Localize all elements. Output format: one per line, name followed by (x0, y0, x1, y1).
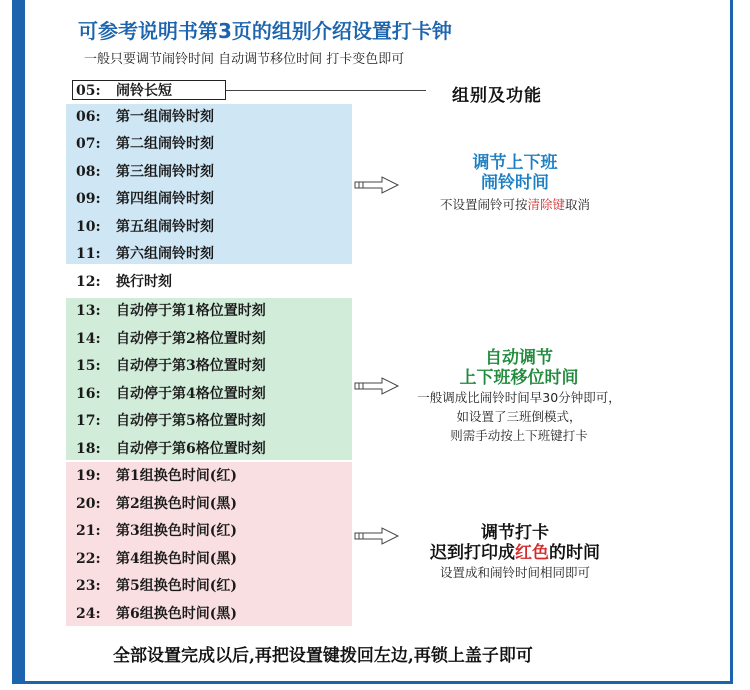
list-item (76, 493, 237, 513)
list-item (76, 133, 214, 153)
list-item (76, 548, 237, 568)
arrow-icon (354, 175, 400, 195)
shift-note-line2: 上下班移位时间 (459, 368, 579, 388)
group-number: 05: (76, 83, 101, 99)
color-note-line2-pre: 迟到打印成 (430, 543, 515, 563)
shift-note-hint3: 则需手动按上下班键打卡 (450, 428, 588, 443)
group-number: 13: (76, 303, 101, 319)
group-label: 第三组闹铃时刻 (116, 164, 214, 180)
color-note-hint: 设置成和闹铃时间相同即可 (439, 565, 590, 580)
group-label: 第五组闹铃时刻 (116, 219, 214, 235)
group-number: 11: (76, 246, 101, 262)
group-number: 14: (76, 331, 101, 347)
alarm-hint-text: 不设置闹铃可按 (439, 197, 528, 212)
left-accent-bar (12, 0, 25, 684)
group-number: 08: (76, 164, 101, 180)
group-number: 07: (76, 136, 101, 152)
group-label: 第3组换色时间(红) (116, 523, 237, 539)
list-item (76, 80, 172, 100)
group-number: 16: (76, 386, 101, 402)
list-item (76, 520, 237, 540)
group-label: 换行时刻 (116, 274, 172, 290)
shift-note (384, 348, 654, 445)
group-number: 21: (76, 523, 101, 539)
group-number: 09: (76, 191, 101, 207)
group-label: 自动停于第6格位置时刻 (116, 441, 266, 457)
group-label: 自动停于第2格位置时刻 (116, 331, 266, 347)
list-item (76, 216, 214, 236)
group-label: 第四组闹铃时刻 (116, 191, 214, 207)
group-number: 22: (76, 551, 101, 567)
color-note-line2-post: 的时间 (549, 543, 600, 563)
shift-note-line1: 自动调节 (485, 348, 553, 368)
list-item (76, 383, 266, 403)
alarm-note-line2: 闹铃时间 (481, 173, 549, 193)
page-title: 可参考说明书第3页的组别介绍设置打卡钟 (78, 19, 452, 43)
group-number: 20: (76, 496, 101, 512)
list-item (76, 328, 266, 348)
color-note (390, 523, 640, 582)
list-item (76, 575, 237, 595)
list-item (76, 106, 214, 126)
group-number: 12: (76, 274, 101, 290)
list-item (76, 243, 214, 263)
group-number: 19: (76, 468, 101, 484)
page-subtitle: 一般只要调节闹铃时间 自动调节移位时间 打卡变色即可 (84, 52, 405, 67)
list-item (76, 410, 266, 430)
group-number: 15: (76, 358, 101, 374)
group-label: 第一组闹铃时刻 (116, 109, 214, 125)
group-label: 自动停于第1格位置时刻 (116, 303, 266, 319)
section-label: 组别及功能 (452, 86, 542, 106)
group-number: 23: (76, 578, 101, 594)
group-label: 自动停于第3格位置时刻 (116, 358, 266, 374)
list-item (76, 355, 266, 375)
alarm-note (400, 153, 630, 214)
color-note-line2 (390, 543, 640, 563)
alarm-note-line1: 调节上下班 (472, 153, 558, 173)
alarm-group-band (66, 104, 352, 264)
clear-key-text: 清除键 (527, 197, 565, 212)
color-note-line1: 调节打卡 (481, 523, 549, 543)
list-item (76, 271, 172, 291)
group-label: 自动停于第5格位置时刻 (116, 413, 266, 429)
group-number: 10: (76, 219, 101, 235)
group-number: 17: (76, 413, 101, 429)
alarm-note-hint (400, 195, 630, 214)
shift-group-band (66, 298, 352, 460)
group-number: 24: (76, 606, 101, 622)
group-label: 闹铃长短 (116, 83, 172, 99)
list-item (76, 465, 237, 485)
alarm-hint-suffix: 取消 (565, 197, 591, 212)
shift-note-hint2: 如设置了三班倒模式， (456, 409, 582, 424)
group-number: 18: (76, 441, 101, 457)
shift-note-hint1: 一般调成比闹铃时间早30分钟即可， (417, 390, 621, 405)
footer-instruction: 全部设置完成以后,再把设置键拨回左边,再锁上盖子即可 (113, 646, 533, 666)
row-05-leader-line (226, 90, 426, 91)
list-item (76, 300, 266, 320)
group-label: 第六组闹铃时刻 (116, 246, 214, 262)
group-label: 第5组换色时间(红) (116, 578, 237, 594)
group-label: 第1组换色时间(红) (116, 468, 237, 484)
list-item (76, 161, 214, 181)
list-item (76, 603, 237, 623)
group-label: 第二组闹铃时刻 (116, 136, 214, 152)
list-item (76, 438, 266, 458)
color-group-band (66, 462, 352, 626)
list-item (76, 188, 214, 208)
group-label: 第4组换色时间(黑) (116, 551, 237, 567)
group-number: 06: (76, 109, 101, 125)
group-label: 自动停于第4格位置时刻 (116, 386, 266, 402)
group-label: 第6组换色时间(黑) (116, 606, 237, 622)
group-label: 第2组换色时间(黑) (116, 496, 237, 512)
red-color-text: 红色 (515, 543, 549, 563)
